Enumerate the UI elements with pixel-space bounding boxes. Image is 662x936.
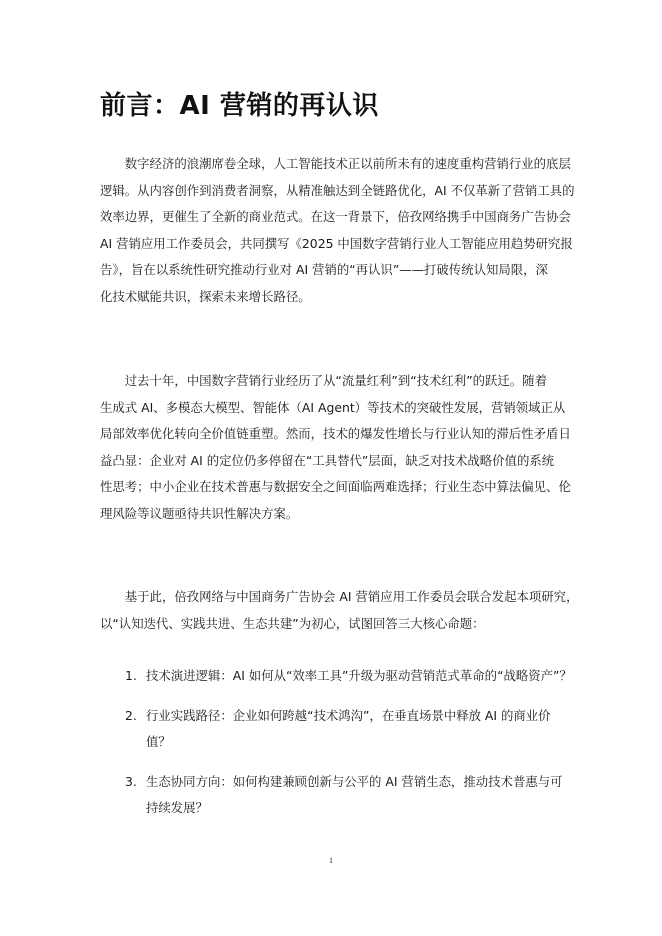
list-number: 1.	[125, 668, 137, 683]
list-item-text: 生态协同方向：如何构建兼顾创新与公平的 AI 营销生态，推动技术普惠与可	[146, 773, 563, 789]
paragraph-line: 局部效率优化转向全价值链重塑。然而，技术的爆发性增长与行业认知的滞后性矛盾日	[100, 426, 571, 441]
paragraph-line: 生成式 AI、多模态大模型、智能体（AI Agent）等技术的突破性发展，营销领域正从	[100, 399, 566, 415]
list-item	[100, 769, 568, 822]
paragraph-line: 性思考；中小企业在技术普惠与数据安全之间面临两难选择；行业生态中算法偏见、伦	[100, 479, 571, 494]
paragraph-line: 理风险等议题亟待共识性解决方案。	[100, 505, 299, 521]
list-number: 3.	[125, 773, 137, 789]
paragraph-line: 逻辑。从内容创作到消费者洞察，从精准触达到全链路优化，AI 不仅革新了营销工具的	[100, 182, 575, 198]
paragraph-intro	[100, 151, 575, 310]
paragraph-line: 化技术赋能共识，探索未来增长路径。	[100, 288, 311, 304]
paragraph-purpose	[100, 584, 579, 637]
paragraph-background	[100, 368, 571, 527]
list-item-text: 值？	[146, 734, 171, 749]
list-item	[100, 703, 568, 756]
page-title: 前言：AI 营销的再认识	[100, 91, 379, 121]
list-item-text: 持续发展？	[146, 800, 208, 815]
paragraph-line: 效率边界，更催生了全新的商业范式。在这一背景下，倍孜网络携手中国商务广告协会	[100, 209, 571, 224]
paragraph-line: AI 营销应用工作委员会，共同撰写《2025 中国数字营销行业人工智能应用趋势研究报	[100, 235, 573, 251]
paragraph-line: 告》，旨在以系统性研究推动行业对 AI 营销的“再认识”——打破传统认知局限，深	[100, 262, 548, 277]
paragraph-line: 基于此，倍孜网络与中国商务广告协会 AI 营销应用工作委员会联合发起本项研究，	[100, 589, 579, 604]
paragraph-line: 数字经济的浪潮席卷全球，人工智能技术正以前所未有的速度重构营销行业的底层	[100, 156, 571, 171]
paragraph-line: 益凸显：企业对 AI 的定位仍多停留在“工具替代”层面，缺乏对技术战略价值的系统	[100, 452, 555, 468]
page-number: 1	[329, 856, 333, 865]
paragraph-line: 过去十年，中国数字营销行业经历了从“流量红利”到“技术红利”的跃迁。随着	[100, 373, 547, 388]
list-item	[100, 663, 572, 690]
core-questions-list	[100, 663, 572, 822]
paragraph-line: 以“认知迭代、实践共进、生态共建”为初心，试图回答三大核心命题：	[100, 615, 485, 631]
list-item-text: 行业实践路径：企业如何跨越“技术鸿沟”，在垂直场景中释放 AI 的商业价	[146, 707, 551, 723]
list-item-text: 技术演进逻辑：AI 如何从“效率工具”升级为驱动营销范式革命的“战略资产”？	[146, 668, 572, 683]
list-number: 2.	[125, 707, 137, 723]
